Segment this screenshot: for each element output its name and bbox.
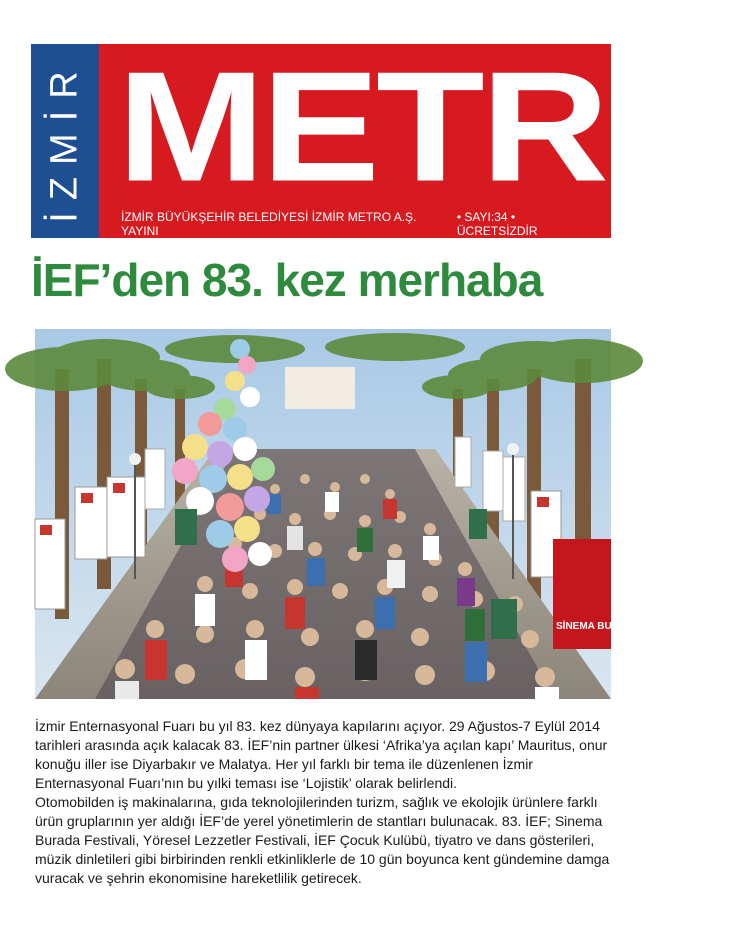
city-band [31, 44, 99, 238]
article-paragraph-2: Otomobilden iş makinalarına, gıda teknolojilerinden turizm, sağlık ve ekolojik ürünlere farklı ürün gruplarının yer aldığı İEF’de yerel yönetimlerin de stantları bulunacak. 83. İEF; Sinema Burada Festivali, Yöresel Lezzetler Festivali, İEF Çocuk Kulübü, tiyatro ve dans gösterileri, müzik dinletileri gibi birbirinden renkli etkinliklerle de 10 gün boyunca kent gündemine damga vuracak ve şehrin ekonomisine hareketlilik getirecek. [35, 794, 610, 886]
fair-crowd-photo [35, 329, 641, 699]
issue-info: • SAYI:34 • ÜCRETSİZDİR [456, 210, 538, 238]
article-body [35, 717, 615, 888]
distant-pavilion [285, 367, 355, 409]
crowd-illustration [35, 329, 641, 699]
masthead-subline [121, 210, 599, 238]
publisher-line: İZMİR BÜYÜKŞEHİR BELEDİYESİ İZMİR METRO A.Ş. YAYINI [121, 210, 417, 238]
brand-band [99, 38, 740, 238]
brand-logo: METRO [117, 38, 740, 214]
headline: İEF’den 83. kez merhaba [31, 254, 543, 306]
cinema-sign-text: SİNEMA BURADA [556, 621, 641, 632]
cinema-sign [553, 539, 641, 649]
article-paragraph-1: İzmir Enternasyonal Fuarı bu yıl 83. kez dünyaya kapılarını açıyor. 29 Ağustos-7 Eylül 2014 tarihleri arasında açık kalacak 83. İEF’nin partner ülkesi ‘Afrika’ya açılan kapı’ Mauritus, onur konuğu iller ise Diyarbakır ve Malatya. Her yıl farklı bir tema ile düzenlenen İzmir Enternasyonal Fuarı’nın bu yılki teması ise ‘Lojistik’ olarak belirlendi. [35, 718, 608, 791]
masthead [31, 38, 740, 238]
city-name: İZMİR [43, 59, 86, 223]
